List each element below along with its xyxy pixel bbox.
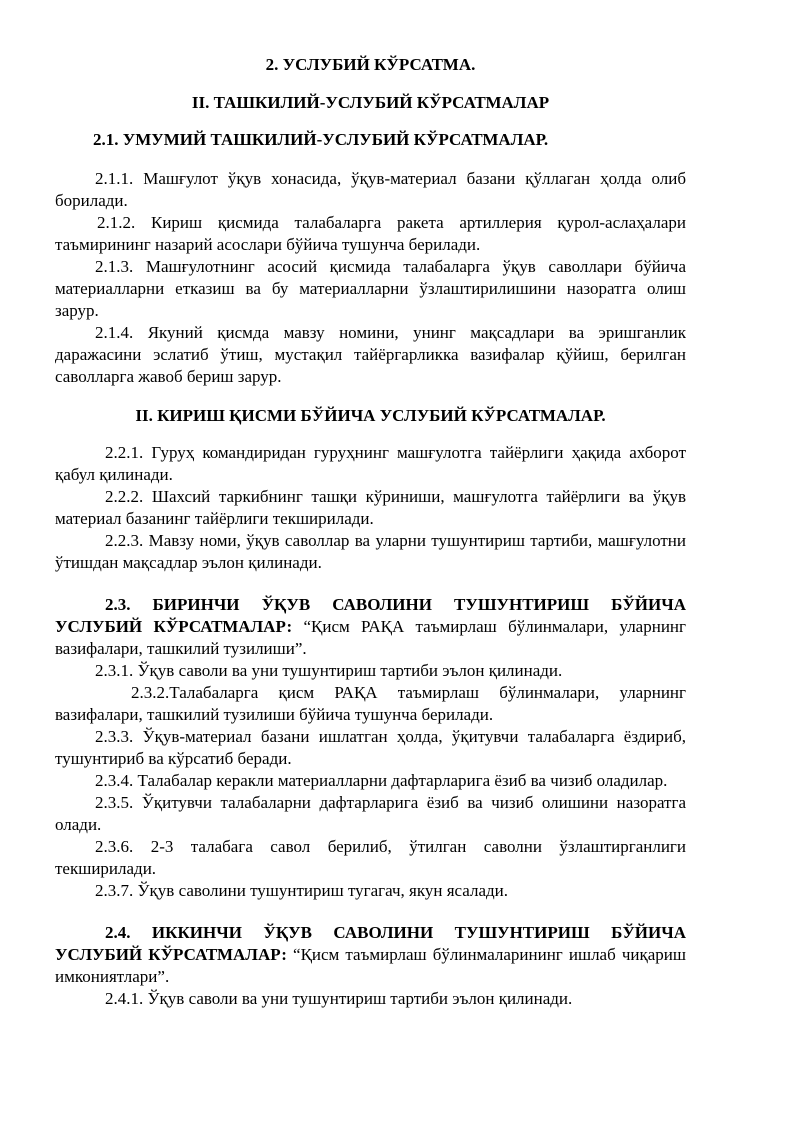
section-2-4-heading-topic: “Қисм таъмирлаш бўлинмаларининг ишлаб чиқариш имкониятлари”. [55, 945, 686, 986]
document-page [55, 54, 686, 1010]
section-2-3-heading-topic: “Қисм РАҚА таъмирлаш бўлинмалари, уларнинг вазифалари, ташкилий тузилиши”. [55, 617, 686, 658]
section-2-3-heading-bold: 2.3. БИРИНЧИ ЎҚУВ САВОЛИНИ ТУШУНТИРИШ БЎЙИЧА УСЛУБИЙ КЎРСАТМАЛАР: [55, 595, 686, 636]
document-title: 2. УСЛУБИЙ КЎРСАТМА. [265, 55, 476, 74]
section-2-4-heading-bold: 2.4. ИККИНЧИ ЎҚУВ САВОЛИНИ ТУШУНТИРИШ БЎЙИЧА УСЛУБИЙ КЎРСАТМАЛАР: [55, 923, 686, 964]
paragraph-2-1-3: 2.1.3. Машғулотнинг асосий қисмида талабаларга ўқув саволлари бўйича материалларни етказиш ва бу материалларни ўзлаштирилишини назоратга олиш зарур. [55, 257, 686, 320]
paragraph-2-2-3: 2.2.3. Мавзу номи, ўқув саволлар ва уларни тушунтириш тартиби, машғулотни ўтишдан мақсадлар эълон қилинади. [55, 531, 686, 572]
paragraph-2-3-2: 2.3.2.Талабаларга қисм РАҚА таъмирлаш бўлинмалари, уларнинг вазифалари, ташкилий тузилиши бўйича тушунча берилади. [55, 683, 686, 724]
paragraph-2-2-1: 2.2.1. Гуруҳ командиридан гуруҳнинг машғулотга тайёрлиги ҳақида ахборот қабул қилинади. [55, 443, 686, 484]
section-2-2-heading: II. КИРИШ ҚИСМИ БЎЙИЧА УСЛУБИЙ КЎРСАТМАЛАР. [135, 406, 606, 425]
spacer [55, 902, 686, 922]
paragraph-2-3-5: 2.3.5. Ўқитувчи талабаларни дафтарларига ёзиб ва чизиб олишини назоратга олади. [55, 793, 686, 834]
part-heading: II. ТАШКИЛИЙ-УСЛУБИЙ КЎРСАТМАЛАР [191, 93, 550, 112]
paragraph-2-3-6: 2.3.6. 2-3 талабага савол берилиб, ўтилган саволни ўзлаштирганлиги текширилади. [55, 837, 686, 878]
paragraph-2-1-2: 2.1.2. Кириш қисмида талабаларга ракета артиллерия қурол-аслаҳалари таъмирининг назарий асослари бўйича тушунча берилади. [55, 213, 686, 254]
paragraph-2-3-7: 2.3.7. Ўқув саволини тушунтириш тугагач, якун ясалади. [95, 881, 509, 900]
section-2-3-heading [55, 594, 686, 660]
spacer [55, 388, 686, 405]
spacer [55, 574, 686, 594]
paragraph-2-3-1: 2.3.1. Ўқув саволи ва уни тушунтириш тартиби эълон қилинади. [95, 661, 563, 680]
paragraph-2-2-2: 2.2.2. Шахсий таркибнинг ташқи кўриниши, машғулотга тайёрлиги ва ўқув материал базанинг тайёрлиги текширилади. [55, 487, 686, 528]
paragraph-2-4-1: 2.4.1. Ўқув саволи ва уни тушунтириш тартиби эълон қилинади. [105, 989, 573, 1008]
paragraph-2-1-4: 2.1.4. Якуний қисмда мавзу номини, унинг мақсадлари ва эришганлик даражасини эслатиб ўтиш, мустақил тайёргарликка вазифалар қўйиш, берилган саволларга жавоб бериш зарур. [55, 323, 686, 386]
paragraph-2-3-4: 2.3.4. Талабалар керакли материалларни дафтарларига ёзиб ва чизиб оладилар. [95, 771, 668, 790]
paragraph-2-1-1: 2.1.1. Машғулот ўқув хонасида, ўқув-материал базани қўллаган ҳолда олиб борилади. [55, 169, 686, 210]
section-2-1-heading: 2.1. УМУМИЙ ТАШКИЛИЙ-УСЛУБИЙ КЎРСАТМАЛАР. [93, 130, 549, 149]
paragraph-2-3-3: 2.3.3. Ўқув-материал базани ишлатган ҳолда, ўқитувчи талабаларга ёздириб, тушунтириб ва кўрсатиб беради. [55, 727, 686, 768]
section-2-4-heading [55, 922, 686, 988]
